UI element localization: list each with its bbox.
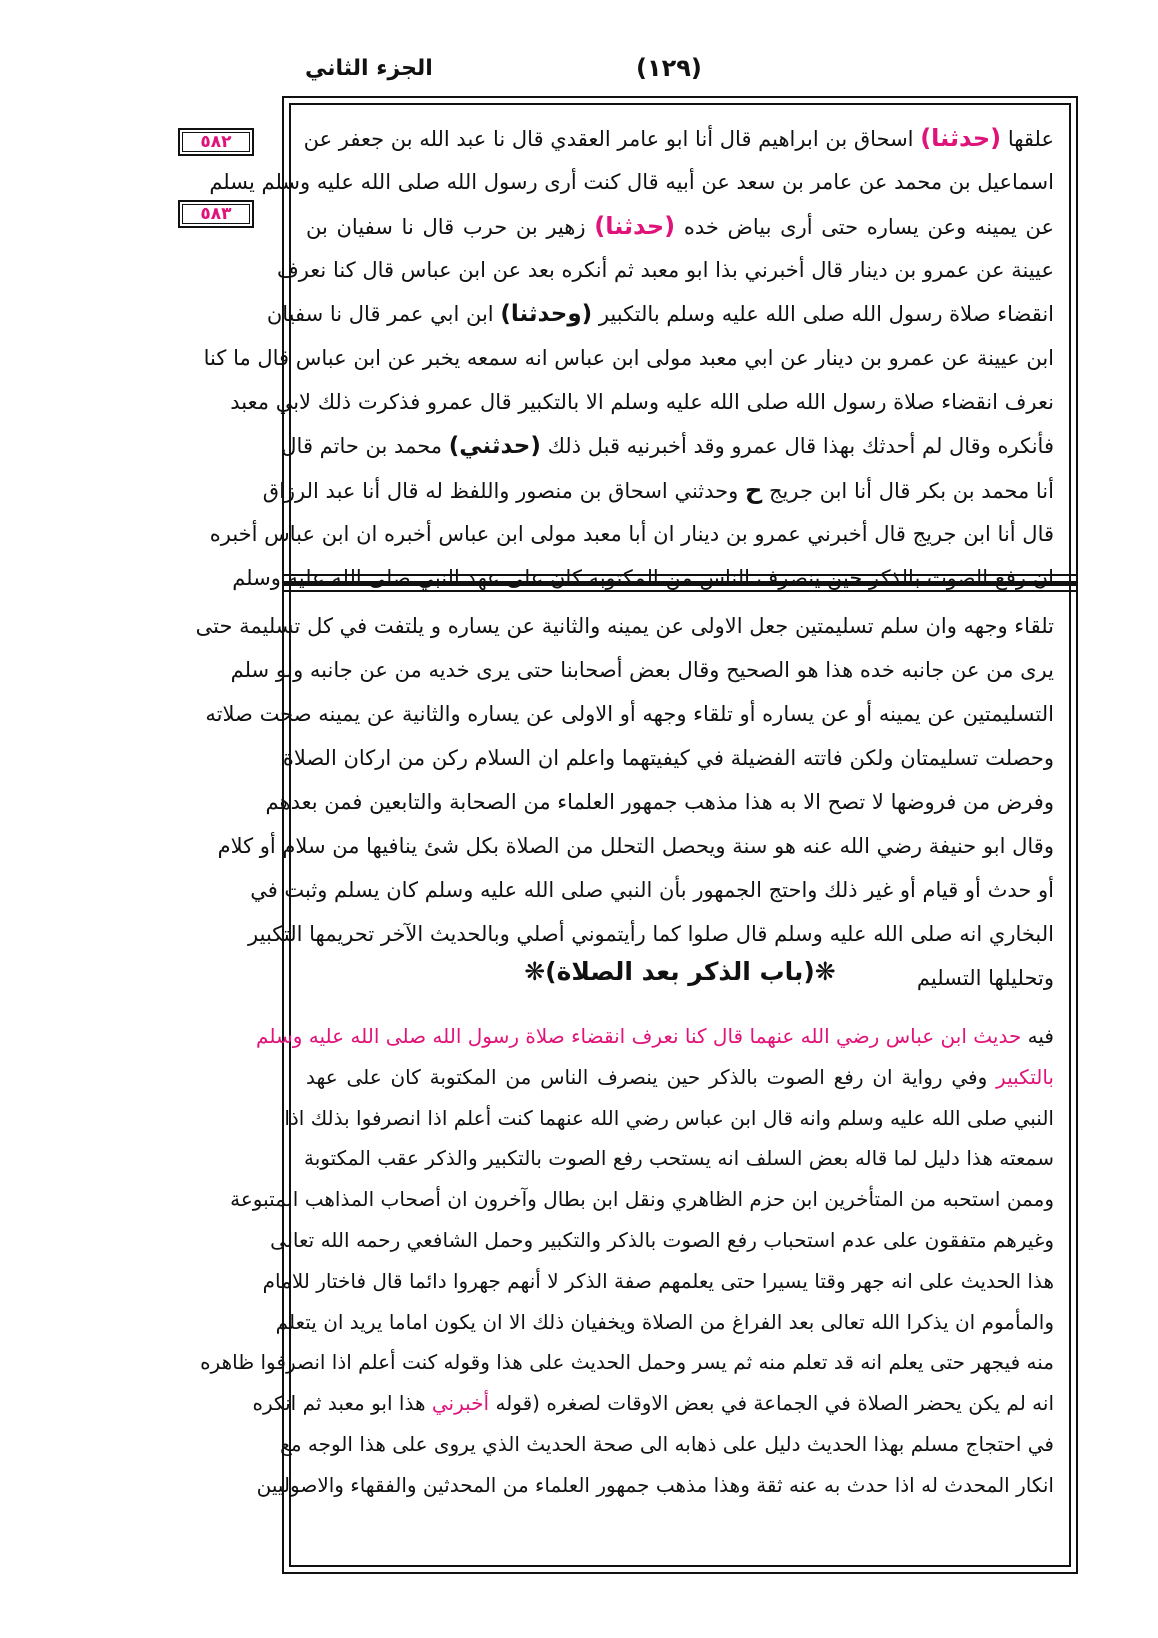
text-line: فيه حديث ابن عباس رضي الله عنهما قال كنا نعرف انقضاء صلاة رسول الله صلى الله عليه وسلم <box>256 1024 1054 1048</box>
page-number: (١٢٩) <box>636 54 702 82</box>
text-line: منه فيجهر حتى يعلم انه قد تعلم منه ثم يسر وحمل الحديث على هذا وقوله كنت أعلم اذا انصرفوا ظاهره <box>200 1350 1054 1375</box>
text-line: وتحليلها التسليم <box>916 966 1054 990</box>
text-line: علقها (حدثنا) اسحاق بن ابراهيم قال أنا ابو عامر العقدي قال نا عبد الله بن جعفر عن <box>303 124 1054 152</box>
text-line: سمعته هذا دليل لما قاله بعض السلف انه يستحب رفع الصوت بالتكبير والذكر عقب المكتوبة <box>303 1146 1054 1171</box>
narration-marker: (وحدثنا) <box>500 301 593 327</box>
text-line: هذا الحديث على انه جهر وقتا يسيرا حتى يعلمهم صفة الذكر لا أنهم جهروا دائما قال فاختار للامام <box>262 1268 1054 1293</box>
text-line: وممن استحبه من المتأخرين ابن حزم الظاهري ونقل ابن بطال وآخرون ان أصحاب المذاهب المتبوعة <box>230 1187 1054 1212</box>
hadith-number: ٥٨٢ <box>182 132 250 152</box>
text-line: التسليمتين عن يمينه أو عن يساره أو تلقاء وجهه أو الاولى عن يساره والثانية عن يمينه صحت صلاته <box>205 702 1054 726</box>
narration-marker: (حدثنا) <box>594 212 676 240</box>
text-line: في احتجاج مسلم بهذا الحديث دليل على ذهابه الى صحة الحديث الذي يروى على هذا الوجه مع <box>280 1431 1054 1456</box>
text-line: وغيرهم متفقون على عدم استحباب رفع الصوت بالذكر والتكبير وحمل الشافعي رحمه الله تعالى <box>270 1227 1054 1252</box>
text-line: انقضاء صلاة رسول الله صلى الله عليه وسلم بالتكبير (وحدثنا) ابن ابي عمر قال نا سفيان <box>266 301 1054 327</box>
text-line: نعرف انقضاء صلاة رسول الله صلى الله عليه وسلم الا بالتكبير قال عمرو فذكرت ذلك لابي معبد <box>230 390 1054 414</box>
text-line: ابن عيينة عن عمرو بن دينار عن ابي معبد مولى ابن عباس انه سمعه يخبر عن ابن عباس قال ما كنا <box>203 346 1054 370</box>
highlighted-quote: أخبرني <box>431 1391 490 1416</box>
hadith-number-box <box>178 200 254 228</box>
chapter-commentary <box>200 1016 1054 1506</box>
text-line: عيينة عن عمرو بن دينار قال أخبرني بذا ابو معبد ثم أنكره بعد عن ابن عباس قال كنا نعرف <box>276 258 1054 282</box>
text-line: النبي صلى الله عليه وسلم وانه قال ابن عباس رضي الله عنهما كنت أعلم اذا انصرفوا بذلك اذا <box>284 1105 1054 1130</box>
tahwil-marker: ح <box>744 476 763 504</box>
text-line: قال أنا ابن جريج قال أخبرني عمرو بن دينار ان أبا معبد مولى ابن عباس أخبره ان ابن عباس أخبره <box>209 522 1054 546</box>
highlighted-quote: حديث ابن عباس رضي الله عنهما قال كنا نعرف انقضاء صلاة رسول الله صلى الله عليه وسلم <box>256 1024 1022 1048</box>
text-line: وقال ابو حنيفة رضي الله عنه هو سنة ويحصل التحلل من الصلاة بكل شئ ينافيها من سلام أو كلام <box>217 834 1054 858</box>
text-line: والمأموم ان يذكرا الله تعالى بعد الفراغ من الصلاة ويخفيان ذلك الا ان يكون اماما يريد ان يتعلم <box>275 1309 1054 1334</box>
text-line: البخاري انه صلى الله عليه وسلم قال صلوا كما رأيتموني أصلي وبالحديث الآخر تحريمها التكبير <box>248 922 1054 946</box>
hadith-number: ٥٨٣ <box>182 204 250 224</box>
text-line: أنا محمد بن بكر قال أنا ابن جريج ح وحدثني اسحاق بن منصور واللفظ له قال أنا عبد الرزاق <box>262 476 1054 504</box>
text-line: انكار المحدث له اذا حدث به عنه ثقة وهذا مذهب جمهور العلماء من المحدثين والفقهاء والاصوليين <box>256 1472 1054 1497</box>
highlighted-quote: بالتكبير <box>996 1064 1054 1089</box>
text-line: عن يمينه وعن يساره حتى أرى بياض خده (حدثنا) زهير بن حرب قال نا سفيان بن <box>306 212 1054 240</box>
text-line: بالتكبير وفي رواية ان رفع الصوت بالذكر حين ينصرف الناس من المكتوبة كان على عهد <box>306 1064 1054 1089</box>
text-line: يرى من عن جانبه خده هذا هو الصحيح وقال بعض أصحابنا حتى يرى خديه من عن جانبه ولو سلم <box>230 658 1054 682</box>
text-line: وفرض من فروضها لا تصح الا به هذا مذهب جمهور العلماء من الصحابة والتابعين فمن بعدهم <box>265 790 1054 814</box>
narration-marker: (حدثنا) <box>920 124 1002 152</box>
text-line: فأنكره وقال لم أحدثك بهذا قال عمرو وقد أخبرنيه قبل ذلك (حدثني) محمد بن حاتم قال <box>281 433 1054 459</box>
text-line: وحصلت تسليمتان ولكن فاتته الفضيلة في كيفيتهما واعلم ان السلام ركن من اركان الصلاة <box>282 746 1054 770</box>
narration-marker: (حدثني) <box>448 433 541 459</box>
volume-title: الجزء الثاني <box>305 56 433 81</box>
chapter-heading: ❋(باب الذكر بعد الصلاة)❋ <box>524 957 836 986</box>
commentary-section <box>195 604 1054 1000</box>
text-line: اسماعيل بن محمد عن عامر بن سعد عن أبيه قال كنت أرى رسول الله صلى الله عليه وسلم يسلم <box>209 170 1054 194</box>
text-line: ان رفع الصوت بالذكر حين ينصرف الناس من المكتوبة كان على عهد النبي صلى الله عليه وسلم <box>232 566 1054 590</box>
text-line: أو حدث أو قيام أو غير ذلك واحتج الجمهور بأن النبي صلى الله عليه وسلم كان يسلم وثبت في <box>250 878 1054 902</box>
text-line: انه لم يكن يحضر الصلاة في الجماعة في بعض الاوقات لصغره (قوله أخبرني هذا ابو معبد ثم انكره <box>252 1391 1054 1416</box>
text-line: تلقاء وجهه وان سلم تسليمتين جعل الاولى عن يمينه والثانية عن يساره و يلتفت في كل تسليمة حتى <box>195 614 1054 638</box>
page-header <box>0 50 1158 96</box>
hadith-number-box <box>178 128 254 156</box>
